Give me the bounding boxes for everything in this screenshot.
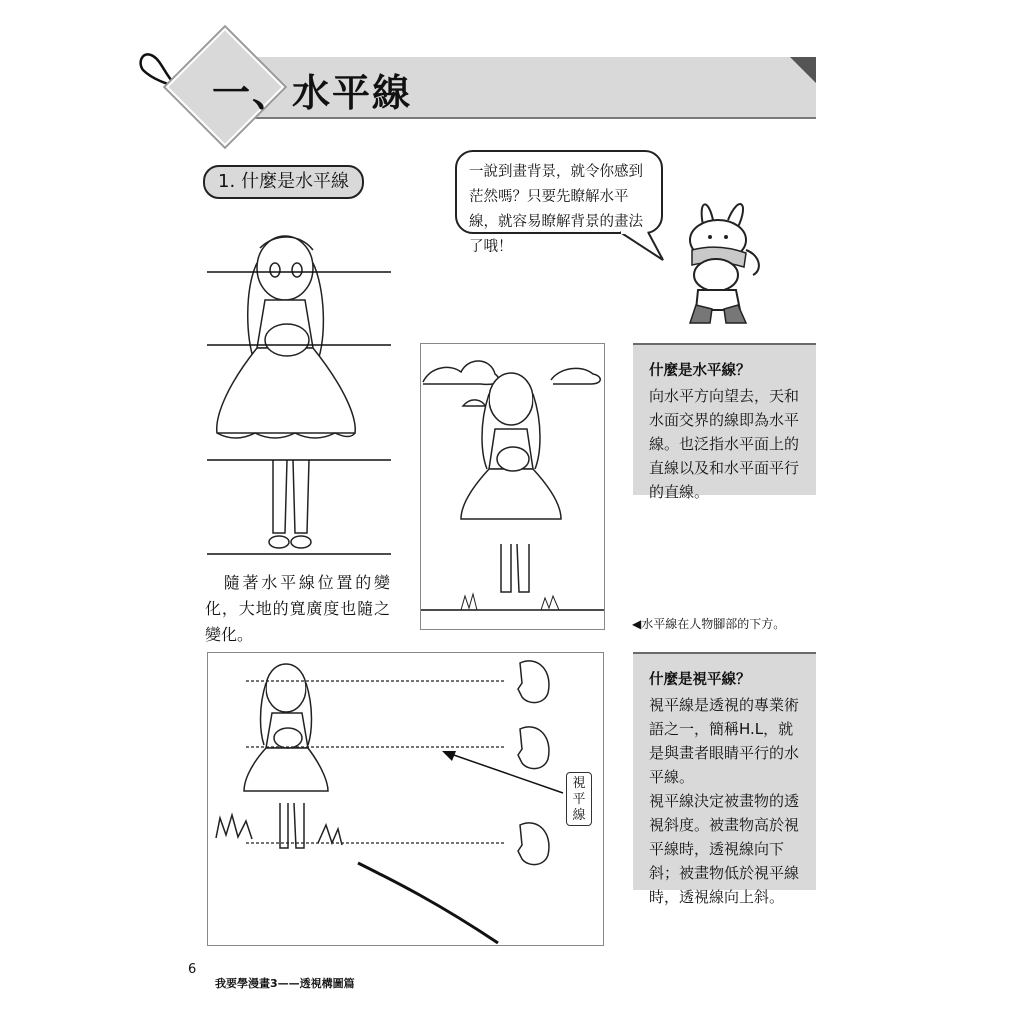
speech-bubble: 一說到畫背景，就令你感到茫然嗎？只要先瞭解水平線，就容易瞭解背景的畫法了哦！ <box>455 150 663 234</box>
caption-left: 隨著水平線位置的變化，大地的寬廣度也隨之變化。 <box>205 573 390 644</box>
horizon-example-frame <box>420 343 605 630</box>
girl-with-clouds-illustration <box>421 344 604 629</box>
speech-bubble-tail <box>618 230 668 264</box>
page-title: 一、水平線 <box>212 71 413 115</box>
info-box-eye-level <box>633 652 816 906</box>
head-profile-icon <box>518 661 549 865</box>
info-box-title: 什麼是視平線？ <box>649 672 751 688</box>
book-title-footer: 我要學漫畫3——透視構圖篇 <box>215 977 355 990</box>
info-box-body: 向水平方向望去，天和水面交界的線即為水平線。也泛指水平面上的直線以及和水平面平行的直線。 <box>649 387 800 501</box>
info-box-body-1: 視平線是透視的專業術語之一，簡稱H.L，就是與畫者眼睛平行的水平線。 <box>649 696 800 786</box>
info-box-horizon <box>633 343 816 501</box>
caption-right: ◀水平線在人物腳部的下方。 <box>632 617 786 631</box>
page-number: 6 <box>188 962 197 977</box>
info-box-body-2: 視平線決定被畫物的透視斜度。被畫物高於視平線時，透視線向下斜；被畫物低於視平線時，透視線向上斜。 <box>649 792 800 906</box>
eye-level-diagram <box>208 653 603 945</box>
girl-illustration <box>205 228 395 563</box>
bunny-hat-character-illustration <box>668 195 768 330</box>
eye-level-diagram-frame <box>207 652 604 946</box>
eye-level-label: 視平線 <box>566 772 592 826</box>
info-box-title: 什麼是水平線？ <box>649 363 751 379</box>
section-label: 1. 什麼是水平線 <box>203 165 364 199</box>
road-line <box>358 863 498 943</box>
header-corner <box>790 57 816 83</box>
